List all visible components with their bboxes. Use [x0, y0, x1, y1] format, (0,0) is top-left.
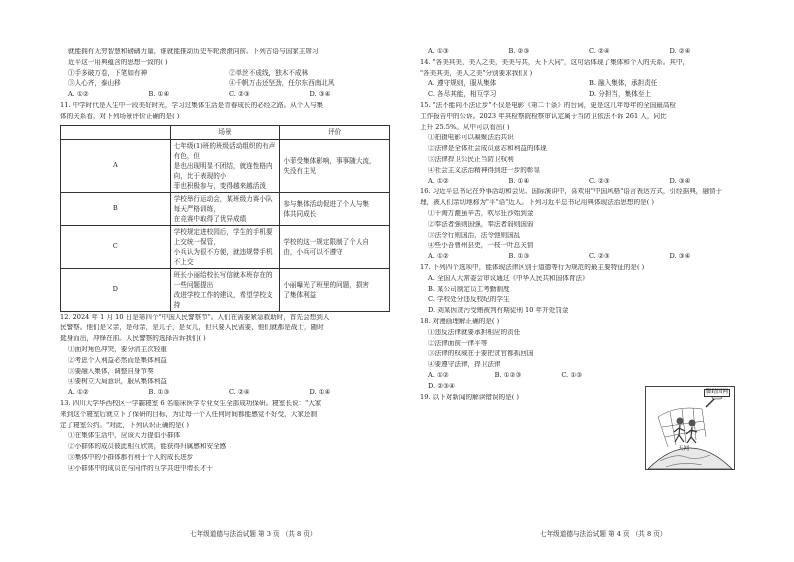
answer-choice: A. ①② [428, 252, 449, 261]
option: ①千淘万漉虽辛苦，吹尽狂沙始到金 [428, 209, 534, 217]
option: ③法令行则国治，法令弛则国乱 [428, 231, 521, 239]
answer-choice: A. ①③ [428, 47, 449, 55]
option: ④要树立大局意识，服从集体利益 [68, 378, 167, 386]
cell-line: 小菲受集体影响，事事随大流， [283, 156, 376, 165]
answer-choice: A. ①② [68, 90, 89, 99]
answer-choice: C. ②③ [589, 252, 610, 261]
answer-choice: D. ③④ [669, 252, 691, 261]
answer-choice: C. ①③ [561, 370, 583, 379]
scene-cell [170, 268, 280, 311]
row-label: B [61, 192, 171, 225]
q17-stem: 17. 下列四个选项中，能体现法律区别于道德等行为规范的最主要特征的是( ) [420, 263, 645, 271]
q15-stem [420, 102, 750, 134]
text-line: 体的关系看，对下列场景评价正确的是( ) [60, 112, 180, 120]
option: ③人心齐，泰山移 [68, 79, 121, 88]
text-line: 12. 2024 年 1 月 10 日是第四个"中国人民警察节"。人们在需要紧急救助时，首先会想到人 [60, 313, 330, 321]
cell-line: 由，小兵可以不遵守 [283, 247, 343, 256]
cell-line: 失没有主见 [283, 166, 317, 175]
text-line: 近平这一用典蕴含的思想一致的( ) [68, 58, 168, 66]
option: ①拍摄电影可以凝聚法治共识 [428, 134, 514, 142]
cartoon-illustration [645, 386, 735, 470]
eval-cell [280, 268, 390, 311]
option: ④要遵守法律，捍卫法律 [428, 361, 501, 369]
q11-table [60, 125, 390, 312]
text-line: 工作报告中的公诉。2023 年其检察院检察审认定属于当防卫依法不诉 261 人，同比 [420, 112, 667, 120]
option: C. 学校处分违反校纪的学生 [428, 296, 510, 304]
answer-choice: C. ②③ [229, 90, 250, 99]
answer-choice: D. ③④ [669, 176, 691, 185]
q10-answers [60, 91, 390, 102]
q12-answers [60, 389, 390, 400]
left-column [60, 48, 390, 476]
right-column [420, 48, 750, 404]
answer-choice: B. ②③ [508, 47, 530, 55]
q16-stem [420, 188, 750, 210]
table-header: 评价 [280, 125, 390, 139]
table-row [61, 268, 390, 311]
cell-line: 体共同成长 [283, 209, 317, 218]
table-row [61, 139, 390, 192]
text-line: 上升 25.5%。从中可以看出( ) [420, 123, 510, 131]
text-line: 民警察。他们是父亲，是母亲，是儿子，是女儿，但只要人民需要，他们就都是战士，随时 [60, 324, 324, 332]
text-line: 来到这个寝室后就立下了保研的目标，为让每一个人任何时间都能感觉不好受，大家还制 [60, 410, 318, 418]
option: ②考虑个人利益必然而是集体利益 [68, 356, 167, 364]
table-header-row [61, 125, 390, 139]
table-header: 场景 [170, 125, 280, 139]
eval-cell [280, 139, 390, 192]
cartoon-drawing [646, 387, 734, 469]
q13-stem [60, 400, 390, 432]
text-line: 16. 习近平总书记在外事活动和会见、国际演讲中，喜欢用"中国风格"语言表达方式，引经据典，融情于 [420, 188, 723, 196]
option: ④小群体中的成员在与同伴的互学共进中增长才干 [68, 464, 214, 472]
answer-choice: A. ①② [428, 176, 449, 185]
cell-line: 参与集体活动促进了个人与集 [283, 199, 370, 208]
option: A. 全国人大常委会审议通过《中华人民共和国体育法》 [428, 274, 589, 282]
q15-answers [420, 178, 750, 189]
row-label: A [61, 139, 171, 192]
answer-choice: B. ①③ [508, 252, 530, 261]
q10-stem [60, 48, 390, 70]
option: ④社会主义法治精神得到进一步的彰显 [428, 166, 541, 174]
option: ③法律捍卫公民正当防卫权利 [428, 155, 514, 163]
text-line: 14. "各美其美，美人之美，美美与共，天下大同"，这句话体现了集体和个人的关系。其中， [420, 58, 690, 66]
cell-line: 七年级(1)班的班级活动组织的有声有色，但 [173, 141, 276, 160]
option: ②法律面前一律平等 [428, 339, 488, 347]
q10-options [60, 80, 390, 91]
option: B. 融入集体，承担责任 [589, 79, 658, 88]
text-line: "各美其美，美人之美"分别要求我们( ) [420, 69, 533, 77]
option: B. 某公司制定员工考勤制度 [428, 285, 510, 293]
option: ①违反法律就要承担相应的责任 [428, 328, 521, 336]
answer-choice: A. ①② [428, 370, 449, 379]
q18-answers [420, 372, 628, 383]
option: ②法律是全体社会成员意志和利益的体现 [428, 145, 547, 153]
text-line: 就能拥有无穷智慧和磅礴力量，谁就能推动历史车轮滚滚向前。下列古语与国家主席习 [68, 48, 319, 55]
option: ①面对角色冲突，要分清主次轻重 [68, 345, 167, 353]
option: D. 分担当，集体至上 [589, 90, 651, 99]
cartoon-caption: 脚踏国网 [705, 389, 728, 395]
answer-choice: D. ①④ [309, 388, 331, 397]
option: ②单丝不成线，独木不成林 [229, 68, 309, 77]
answer-choice: B. ①②③ [494, 370, 522, 379]
q16-answers [420, 253, 750, 264]
table-row [61, 225, 390, 268]
cell-line: 改进学校工作的建议，希望学校支持 [173, 290, 273, 309]
text-line: 11. 中学时代是人生中一段美好时光，学习过集体生活是青春成长的必经之路。从个人与集 [60, 101, 324, 109]
text-line: 15. "法不能向不法让步"不仅是电影《第二十条》的台词，更是这几年每年的全国最高检 [420, 101, 677, 109]
eval-cell [280, 192, 390, 225]
cell-line: 是也出现明显不团结，就连性格内向，比于表现的小 [173, 161, 273, 180]
answer-choice: B. ①④ [508, 176, 530, 185]
q14-stem [420, 59, 750, 81]
answer-choice: D. ②③④ [428, 382, 455, 390]
cell-line: 学校的这一规定限制了个人自 [283, 237, 370, 246]
q14-options [420, 91, 750, 102]
text-line: 定了寝室公约。"对此，下列认识正确的是( ) [60, 421, 189, 429]
option: ②小群体的成员彼此相互欣赏，能获得归属感和安全感 [68, 443, 227, 451]
q11-stem [60, 102, 390, 124]
scene-cell [170, 192, 280, 225]
cell-line: 小丽曝光了班里的问题，损害 [283, 280, 370, 289]
text-line: 13. 四川大学华西校区一学霸寝室 6 名临床医学专业女生全部成功保研。寝室长说："大家 [60, 399, 322, 407]
answer-choice: C. ②④ [589, 47, 610, 55]
option: ④些小吾曹州县吏，一枝一叶总关情 [428, 242, 534, 250]
q18-stem: 18. 对漫画理解正确的是( ) [420, 317, 500, 325]
answer-choice: B. ①④ [148, 90, 170, 99]
row-label: D [61, 268, 171, 311]
cell-line: 班长小丽给校长写信就本班存在的一些问题提出 [173, 270, 273, 289]
option: ①手多破万卷，下笔如有神 [68, 68, 148, 77]
scene-cell [170, 225, 280, 268]
cartoon-tag: 天网 [678, 446, 690, 452]
table-row [61, 192, 390, 225]
option: C. 各尽其能，相互学习 [428, 90, 497, 99]
cell-line: 在竞赛中取得了优异成绩 [173, 214, 247, 223]
q13-answers [420, 48, 750, 59]
answer-choice: C. ②④ [229, 388, 250, 397]
q19-stem: 19. 以下对新闻的解读错误的是( ) [420, 393, 519, 401]
text-line: 挺身而出，冲锋在前。人民警察的选择告诉我们( ) [60, 335, 206, 343]
option: ④千帆万击还坚劲，任尔东西南北风 [229, 79, 335, 88]
row-label: C [61, 225, 171, 268]
option: ②奉法者强则国强，奉法者弱则国弱 [428, 220, 534, 228]
cell-line: 了集体利益 [283, 290, 317, 299]
option: ①在集体生活中，应该大力提倡小群体 [68, 432, 181, 440]
cell-line: 学校举行运动会，某班级力赛小队每天严格训练， [173, 194, 273, 213]
answer-choice: C. ②③ [589, 176, 610, 185]
answer-choice: D. ③④ [309, 90, 331, 99]
answer-choice: A. ①② [68, 388, 89, 397]
option: ③要融入集体，调整自身节奏 [68, 367, 154, 375]
eval-cell [280, 225, 390, 268]
scene-cell [170, 139, 280, 192]
option: D. 刘某因贪污受贿被判有期徒刑 10 年并处罚金 [428, 307, 569, 315]
cell-line: 学校规定进校园后，学生的手机要上交统一保管， [173, 227, 273, 246]
text-line: 理，被人们亲切地称为"平"语"近人。下列习近平总书记用典体现法治思想的是( ) [420, 199, 654, 207]
table-header [61, 125, 171, 139]
page-footer-left: 七年级道德与法治试题 第 3 页 （共 8 页） [190, 530, 317, 538]
cell-line: 菲也积极参与，变得越来越活泼 [173, 181, 266, 190]
q12-stem [60, 314, 390, 346]
answer-choice: B. ①③ [148, 388, 170, 397]
answer-choice: D. ②④ [669, 47, 691, 55]
page-footer-right: 七年级道德与法治试题 第 4 页 （共 8 页） [540, 530, 667, 538]
option: ③集体中的小群体都有利于个人的成长进步 [68, 453, 194, 461]
cell-line: 小兵认为很不方便，就违规带手机不上交 [173, 247, 273, 266]
option: ③法律的权威在于要把贪官都抓回国 [428, 350, 534, 358]
option: A. 遵守规则，服从集体 [428, 79, 497, 88]
